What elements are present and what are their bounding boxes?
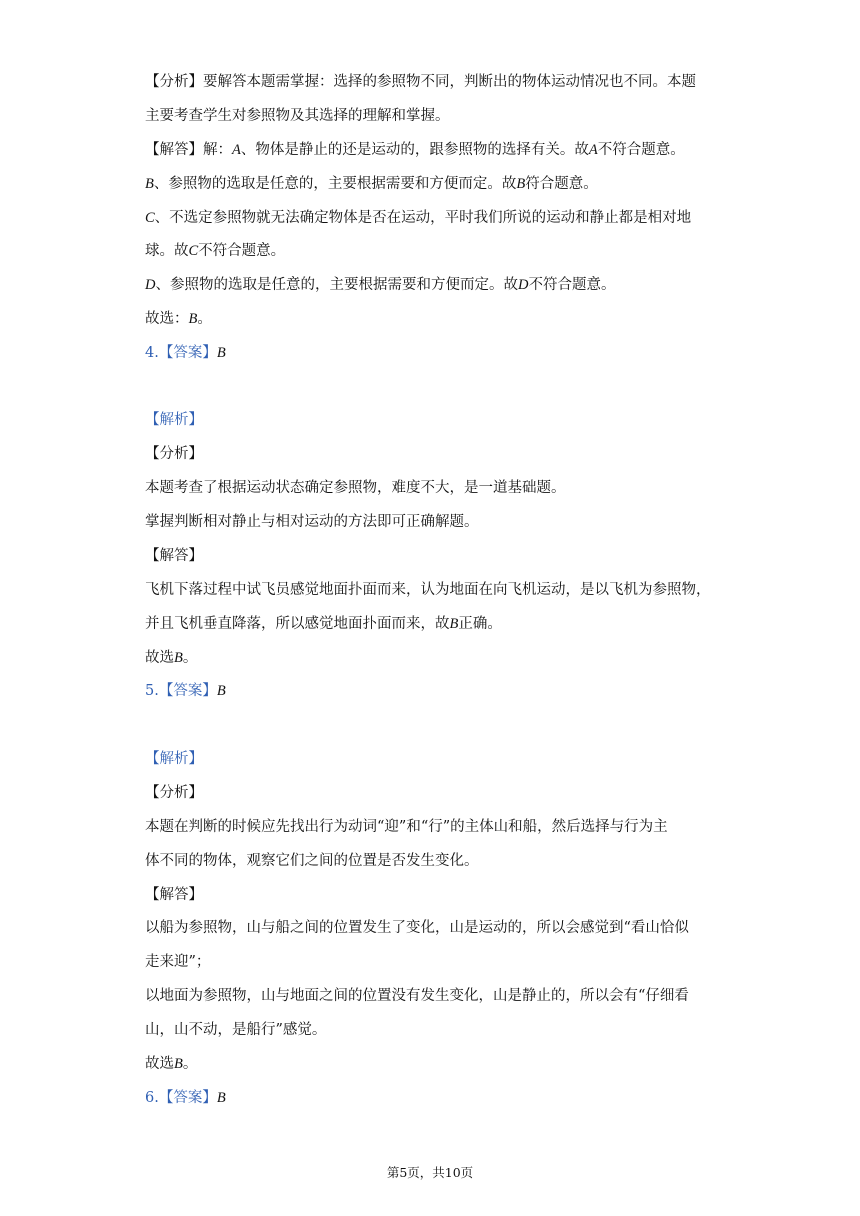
text-line: 掌握判断相对静止与相对运动的方法即可正确解题。 <box>145 514 479 530</box>
text-line: 以船为参照物，山与船之间的位置发生了变化，山是运动的，所以会感觉到“看山恰似 <box>145 920 689 936</box>
text-line: D、参照物的选取是任意的，主要根据需要和方便而定。故D不符合题意。 <box>145 277 616 293</box>
text-line: C、不选定参照物就无法确定物体是否在运动，平时我们所说的运动和静止都是相对地 <box>145 210 692 226</box>
text-line: 【解答】 <box>145 887 203 903</box>
text-line: 体不同的物体，观察它们之间的位置是否发生变化。 <box>145 853 479 869</box>
text-line: 故选B。 <box>145 650 198 666</box>
text-line: 【分析】 <box>145 446 203 462</box>
text-line: 并且飞机垂直降落，所以感觉地面扑面而来，故B正确。 <box>145 616 502 632</box>
section-heading: 【解析】 <box>145 751 203 767</box>
text-line: 故选B。 <box>145 1056 198 1072</box>
section-heading: 【解析】 <box>145 412 203 428</box>
text-line: 本题考查了根据运动状态确定参照物，难度不大，是一道基础题。 <box>145 480 566 496</box>
answer-heading: 4.【答案】B <box>145 345 226 361</box>
text-line: 走来迎”； <box>145 954 211 970</box>
text-line: 故选：B。 <box>145 311 212 327</box>
page-footer: 第5页，共10页 <box>386 1165 474 1180</box>
text-line: 【解答】解：A、物体是静止的还是运动的，跟参照物的选择有关。故A不符合题意。 <box>145 142 685 158</box>
text-line: B、参照物的选取是任意的，主要根据需要和方便而定。故B符合题意。 <box>145 176 598 192</box>
text-line: 【分析】 <box>145 785 203 801</box>
text-line: 山，山不动，是船行”感觉。 <box>145 1022 327 1038</box>
text-line: 【分析】要解答本题需掌握：选择的参照物不同，判断出的物体运动情况也不同。本题 <box>145 74 696 90</box>
text-line: 本题在判断的时候应先找出行为动词“迎”和“行”的主体山和船，然后选择与行为主 <box>145 819 668 835</box>
text-line: 【解答】 <box>145 548 203 564</box>
answer-heading: 6.【答案】B <box>145 1090 226 1106</box>
text-line: 主要考查学生对参照物及其选择的理解和掌握。 <box>145 108 450 124</box>
text-line: 飞机下落过程中试飞员感觉地面扑面而来，认为地面在向飞机运动，是以飞机为参照物， <box>145 582 711 598</box>
text-line: 球。故C不符合题意。 <box>145 243 286 259</box>
text-line: 以地面为参照物，山与地面之间的位置没有发生变化，山是静止的，所以会有“仔细看 <box>145 988 689 1004</box>
answer-heading: 5.【答案】B <box>145 683 226 699</box>
